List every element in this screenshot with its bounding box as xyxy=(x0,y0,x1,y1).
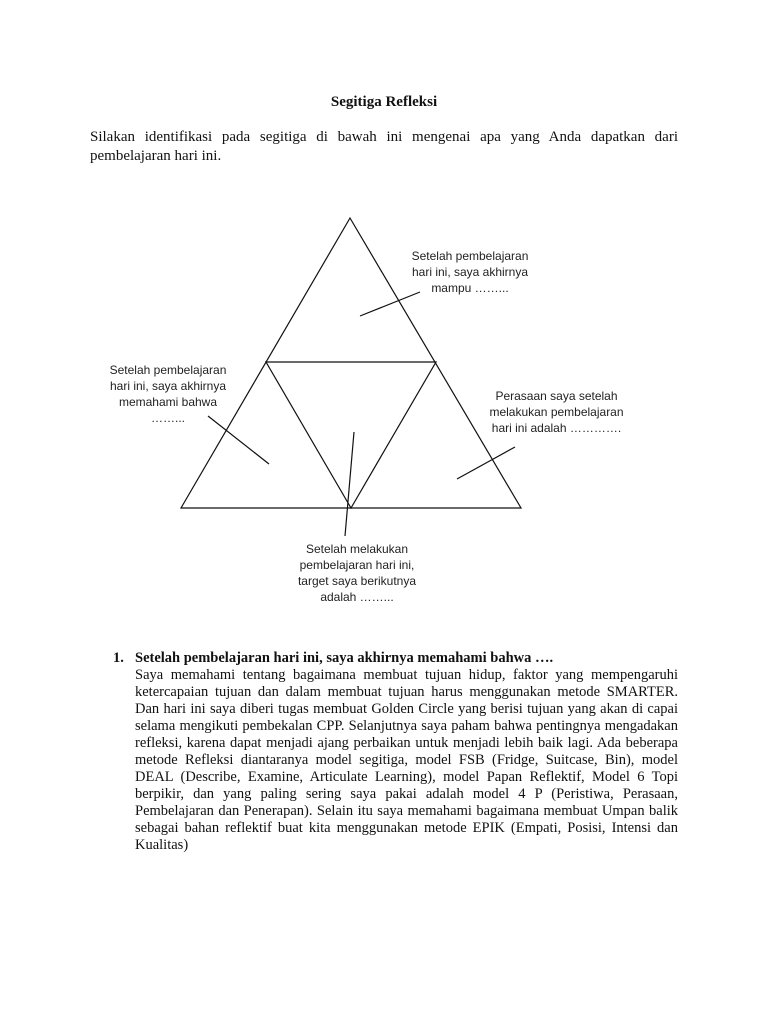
label-right: Perasaan saya setelah melakukan pembelajaran hari ini adalah …………. xyxy=(489,389,624,435)
question-answer: Saya memahami tentang bagaimana membuat tujuan hidup, faktor yang mempengaruhi ketercapaian tujuan dan dalam membuat tujuan harus menggunakan metode SMARTER. Dan hari ini saya diberi tugas membuat Golden Circle yang berisi tujuan yang akan di capai selama mengikuti pembekalan CPP. Selanjutnya saya paham bahwa pentingnya mengadakan refleksi, karena dapat menjadi ajang perbaikan untuk menjadi lebih baik lagi. Ada beberapa metode Refleksi diantaranya model segitiga, model FSB (Fridge, Suitcase, Bin), model DEAL (Describe, Examine, Articulate Learning), model Papan Reflektif, Model 6 Topi berpikir, dan yang paling sering saya pakai adalah model 4 P (Peristiwa, Perasaan, Pembelajaran dan Penerapan). Selain itu saya memahami bagaimana membuat Umpan balik sebagai bahan reflektif buat kita menggunakan metode EPIK (Empati, Posisi, Intensi dan Kualitas) xyxy=(135,667,678,853)
question-heading-text: Setelah pembelajaran hari ini, saya akhirnya memahami bahwa …. xyxy=(135,650,554,666)
page-title: Segitiga Refleksi xyxy=(330,94,438,110)
inner-triangle xyxy=(266,362,436,508)
intro-paragraph: Silakan identifikasi pada segitiga di bawah ini mengenai apa yang Anda dapatkan dari pembelajaran hari ini. xyxy=(90,129,678,164)
pointer-line-bottom xyxy=(345,432,354,536)
pointer-line-right xyxy=(457,447,515,479)
label-top: Setelah pembelajaran hari ini, saya akhirnya mampu ……... xyxy=(411,249,529,295)
question-heading xyxy=(113,650,678,667)
question-number: 1. xyxy=(113,650,124,666)
question-item xyxy=(113,650,678,854)
label-left: Setelah pembelajaran hari ini, saya akhirnya memahami bahwa ……... xyxy=(109,363,227,425)
label-bottom: Setelah melakukan pembelajaran hari ini, target saya berikutnya adalah ……... xyxy=(297,542,417,604)
